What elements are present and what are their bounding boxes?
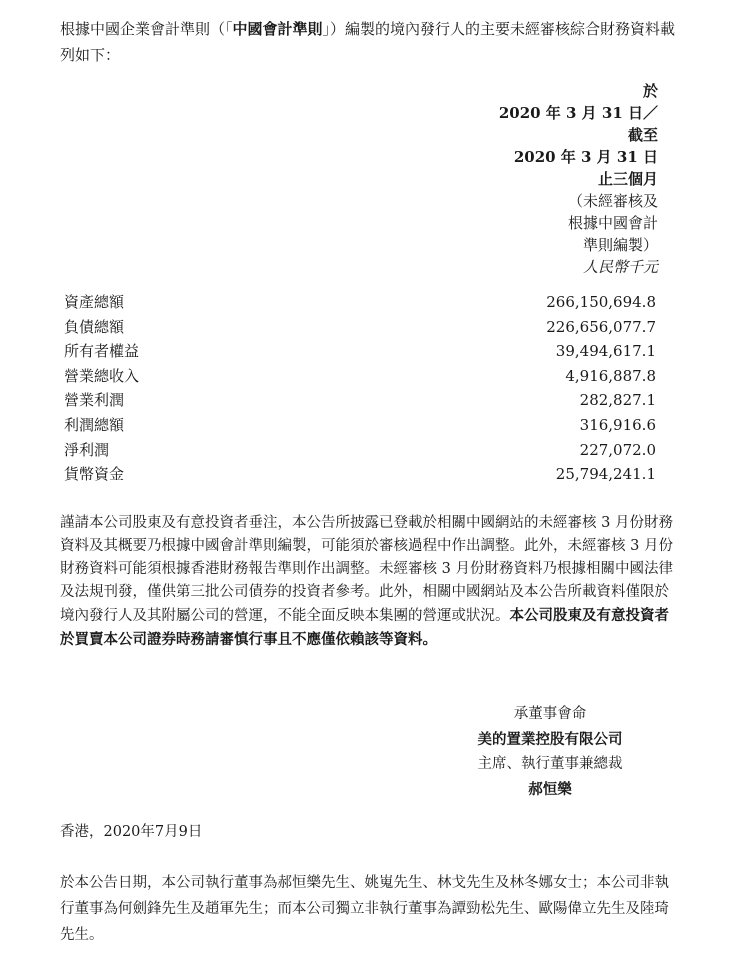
signatory-title: 主席、執行董事兼總裁 — [477, 756, 623, 772]
header-unit: 人民幣千元 — [582, 258, 658, 276]
table-row — [64, 413, 664, 438]
signatory-name: 郝恒樂 — [528, 781, 572, 798]
row-value: 227,072.0 — [579, 440, 656, 459]
row-value: 282,827.1 — [579, 391, 656, 410]
header-line-8: 準則編製） — [582, 236, 658, 254]
header-line-1: 於 — [642, 82, 658, 100]
intro-text-before: 根據中國企業會計準則（「 — [60, 20, 233, 38]
table-row — [64, 290, 664, 315]
directors-paragraph: 於本公告日期，本公司執行董事為郝恒樂先生、姚嵬先生、林戈先生及林冬娜女士；本公司非執行董事為何劍鋒先生及趙軍先生；而本公司獨立非執行董事為譚勁松先生、歐陽偉立先生及陸琦先生。 — [60, 875, 669, 943]
row-value: 266,150,694.8 — [546, 293, 656, 311]
place-date: 香港，2020年7月9日 — [60, 824, 203, 840]
table-row — [64, 339, 664, 364]
table-row — [64, 438, 664, 463]
row-label: 所有者權益 — [64, 342, 140, 361]
row-label: 負債總額 — [64, 317, 125, 336]
header-line-7: 根據中國會計 — [567, 214, 658, 232]
row-value: 39,494,617.1 — [555, 342, 656, 361]
column-header — [499, 80, 658, 278]
financial-table — [64, 290, 664, 487]
header-line-5: 止三個月 — [597, 170, 658, 188]
header-line-4: 2020 年 3 月 31 日 — [513, 148, 658, 166]
intro-text-after: 」）編製的境內發行人的主要未經審核綜合財務資料載列如下： — [60, 20, 676, 64]
row-label: 淨利潤 — [64, 440, 110, 459]
row-label: 資產總額 — [64, 293, 125, 311]
signature-block — [470, 702, 630, 802]
row-value: 25,794,241.1 — [555, 465, 656, 484]
row-value: 316,916.6 — [579, 415, 656, 434]
row-label: 利潤總額 — [64, 415, 125, 434]
table-row — [64, 462, 664, 487]
row-value: 226,656,077.7 — [546, 317, 656, 336]
table-row — [64, 364, 664, 389]
signature-line: 承董事會命 — [513, 706, 587, 722]
header-line-2: 2020 年 3 月 31 日／ — [498, 104, 658, 122]
row-label: 營業總收入 — [64, 366, 140, 385]
intro-paragraph — [60, 16, 680, 68]
notice-paragraph — [60, 512, 680, 652]
header-line-6: （未經審核及 — [567, 192, 658, 210]
row-value: 4,916,887.8 — [565, 366, 656, 385]
notice-text: 謹請本公司股東及有意投資者垂注，本公告所披露已登載於相關中國網站的未經審核 3 月份財務資料及其概要乃根據中國會計準則編製，可能須於審核過程中作出調整。此外，未經審核 3 月份財務資料可能須根據香港財務報告準則作出調整。未經審核 3 月份財務資料乃根據相關中國法律及法規刊發，僅供第三批公司債券的投資者參考。此外，相關中國網站及本公告所載資料僅限於境內發行人及其附屬公司的營運，不能全面反映本集團的營運或狀況。 — [60, 515, 673, 624]
company-name: 美的置業控股有限公司 — [477, 731, 623, 748]
notice-bold-text: 本公司股東及有意投資者於買賣本公司證券時務請審慎行事且不應僅依賴該等資料。 — [60, 607, 669, 648]
header-line-3: 截至 — [627, 126, 658, 144]
table-row — [64, 388, 664, 413]
row-label: 營業利潤 — [64, 391, 125, 410]
table-row — [64, 315, 664, 340]
intro-bold-term: 中國會計準則 — [232, 20, 323, 38]
row-label: 貨幣資金 — [64, 465, 125, 484]
